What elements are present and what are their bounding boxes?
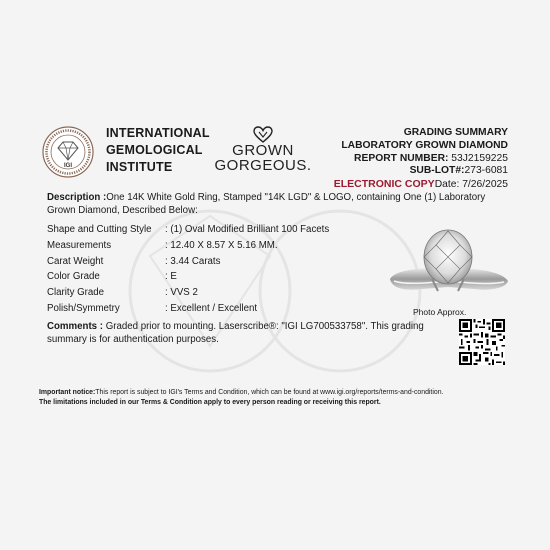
grade-key: Measurements xyxy=(47,239,112,251)
notice-text-2: The limitations included in our Terms & Condition apply to every person reading or receiving this report. xyxy=(39,399,381,406)
grown-gorgeous-logo xyxy=(213,126,313,173)
description-text: One 14K White Gold Ring, Stamped "14K LGD" & LOGO, containing One (1) Laboratory Grown Diamond, Described Below: xyxy=(47,192,486,216)
igi-seal-logo xyxy=(42,126,94,178)
grade-value: : (1) Oval Modified Brilliant 100 Facets xyxy=(165,224,330,235)
date-value: 7/26/2025 xyxy=(462,179,508,191)
grade-value: : Excellent / Excellent xyxy=(165,302,258,314)
grade-value: : VVS 2 xyxy=(165,287,198,299)
description-block xyxy=(47,192,507,217)
grade-key: Shape and Cutting Style xyxy=(47,224,152,235)
electronic-copy-label: ELECTRONIC COPY xyxy=(333,178,435,191)
comments-text: Graded prior to mounting. Laserscribe®: "IGI LG700533758". This grading summary is for authentication purposes. xyxy=(47,321,424,345)
brand-line-2: GORGEOUS. xyxy=(214,157,312,174)
comments-block xyxy=(47,321,452,346)
summary-title-1: GRADING SUMMARY xyxy=(403,127,508,138)
report-number-value: 53J2159225 xyxy=(451,152,508,164)
report-number-label: REPORT NUMBER: xyxy=(354,152,452,164)
date-label: Date: xyxy=(434,179,463,191)
institute-line-3: INSTITUTE xyxy=(106,160,173,174)
notice-text-1: This report is subject to IGI's Terms and Condition, which can be found at www.igi.org/reports/terms-and-condition. xyxy=(95,389,444,396)
grade-key: Color Grade xyxy=(47,271,100,283)
sublot-line xyxy=(334,165,508,178)
grade-key: Clarity Grade xyxy=(47,287,105,299)
grading-summary-header xyxy=(334,127,508,192)
seal-text: IGI xyxy=(63,163,73,169)
notice-label: Important notice: xyxy=(39,389,96,396)
sublot-label: SUB-LOT#: xyxy=(409,165,465,177)
grade-value: : 3.44 Carats xyxy=(165,255,221,267)
grade-key: Polish/Symmetry xyxy=(47,302,120,314)
heart-diamond-icon xyxy=(253,126,273,143)
important-notice xyxy=(39,388,519,408)
sublot-value: 273-6081 xyxy=(464,165,508,177)
comments-label: Comments : xyxy=(47,321,103,332)
photo-caption: Photo Approx. xyxy=(413,307,467,317)
grade-value: : 12.40 X 8.57 X 5.16 MM. xyxy=(165,239,278,251)
qr-code xyxy=(459,319,505,365)
institute-line-1: INTERNATIONAL xyxy=(106,126,210,140)
institute-name xyxy=(106,125,210,176)
description-label: Description : xyxy=(47,192,107,203)
institute-line-2: GEMOLOGICAL xyxy=(106,143,203,157)
notice-line-1 xyxy=(39,388,519,398)
grade-key: Carat Weight xyxy=(47,255,104,267)
brand-line-1: GROWN xyxy=(232,142,294,159)
ring-photo xyxy=(386,229,510,305)
report-number-line xyxy=(334,153,508,166)
date-line xyxy=(334,178,508,192)
grade-value: : E xyxy=(165,271,177,283)
summary-title-2: LABORATORY GROWN DIAMOND xyxy=(341,139,508,151)
